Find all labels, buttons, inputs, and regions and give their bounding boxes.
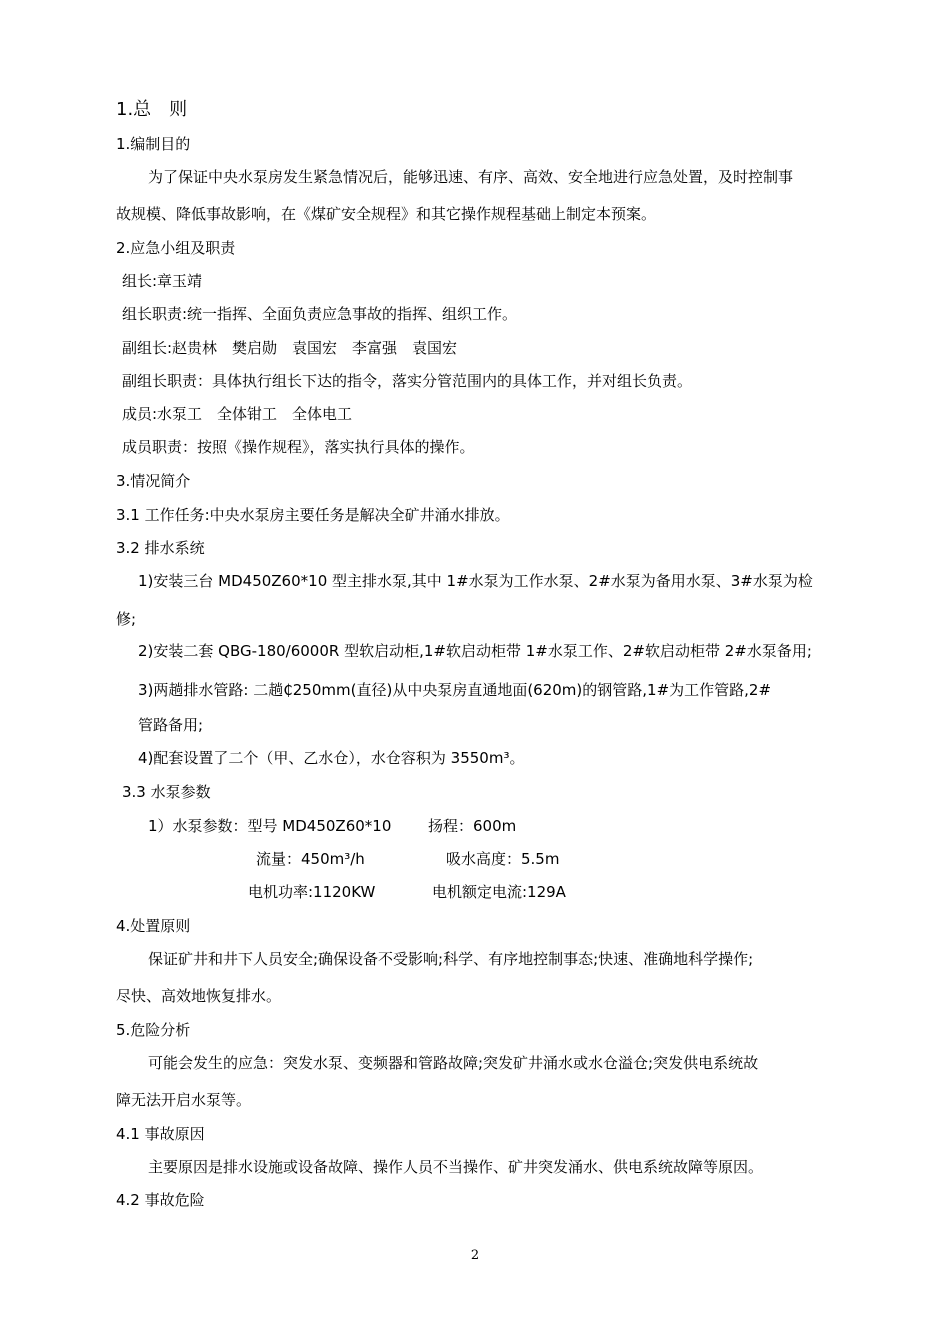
pump-suction: 吸水高度：5.5m bbox=[446, 850, 560, 868]
leader-line: 组长:章玉靖 bbox=[122, 272, 203, 290]
paragraph-line: 保证矿井和井下人员安全;确保设备不受影响;科学、有序地控制事态;快速、准确地科学操作; bbox=[148, 950, 754, 968]
paragraph-line: 主要原因是排水设施或设备故障、操作人员不当操作、矿井突发涌水、供电系统故障等原因。 bbox=[148, 1158, 764, 1176]
paragraph-line: 障无法开启水泵等。 bbox=[116, 1091, 252, 1109]
deputy-line: 副组长:赵贵林 樊启勋 袁国宏 李富强 袁国宏 bbox=[122, 339, 458, 357]
deputy-duty-line: 副组长职责：具体执行组长下达的指令，落实分管范围内的具体工作，并对组长负责。 bbox=[122, 372, 693, 390]
subsection-heading: 4.1 事故原因 bbox=[116, 1125, 205, 1143]
paragraph-line: 故规模、降低事故影响，在《煤矿安全规程》和其它操作规程基础上制定本预案。 bbox=[116, 205, 657, 223]
pump-power: 电机功率:1120KW bbox=[248, 883, 376, 901]
subsection-line: 3.1 工作任务:中央水泵房主要任务是解决全矿井涌水排放。 bbox=[116, 506, 510, 524]
section-heading: 3.情况简介 bbox=[116, 472, 191, 490]
members-line: 成员:水泵工 全体钳工 全体电工 bbox=[122, 405, 353, 423]
members-duty-line: 成员职责：按照《操作规程》，落实执行具体的操作。 bbox=[122, 438, 475, 456]
pump-current: 电机额定电流:129A bbox=[432, 883, 566, 901]
paragraph-line: 为了保证中央水泵房发生紧急情况后，能够迅速、有序、高效、安全地进行应急处置，及时控制事 bbox=[148, 168, 794, 186]
paragraph-line: 可能会发生的应急：突发水泵、变频器和管路故障;突发矿井涌水或水仓溢仓;突发供电系统故 bbox=[148, 1054, 759, 1072]
list-item-line: 修; bbox=[116, 610, 137, 628]
list-item-line: 1)安装三台 MD450Z60*10 型主排水泵,其中 1#水泵为工作水泵、2#水泵为备用水泵、3#水泵为检 bbox=[138, 572, 813, 590]
list-item-line: 4)配套设置了二个（甲、乙水仓），水仓容积为 3550m³。 bbox=[138, 749, 525, 767]
list-item-line: 2)安装二套 QBG-180/6000R 型软启动柜,1#软启动柜带 1#水泵工作、2#软启动柜带 2#水泵备用; bbox=[138, 642, 812, 660]
subsection-heading: 4.2 事故危险 bbox=[116, 1191, 205, 1209]
pump-flow: 流量：450m³/h bbox=[256, 850, 365, 868]
pump-head: 扬程：600m bbox=[428, 817, 517, 835]
subsection-heading: 3.2 排水系统 bbox=[116, 539, 205, 557]
list-item-line: 3)两趟排水管路: 二趟₵250mm(直径)从中央泵房直通地面(620m)的钢管路,1#为工作管路,2# bbox=[138, 681, 772, 699]
subsection-heading: 3.3 水泵参数 bbox=[122, 783, 211, 801]
document-title: 1.总 则 bbox=[116, 99, 188, 120]
section-heading: 2.应急小组及职责 bbox=[116, 239, 236, 257]
list-item-line: 管路备用; bbox=[138, 716, 204, 734]
section-heading: 5.危险分析 bbox=[116, 1021, 191, 1039]
leader-duty-line: 组长职责:统一指挥、全面负责应急事故的指挥、组织工作。 bbox=[122, 305, 518, 323]
pump-model: 1）水泵参数：型号 MD450Z60*10 bbox=[148, 817, 392, 835]
section-heading: 1.编制目的 bbox=[116, 135, 191, 153]
section-heading: 4.处置原则 bbox=[116, 917, 191, 935]
paragraph-line: 尽快、高效地恢复排水。 bbox=[116, 987, 282, 1005]
page-number: 2 bbox=[470, 1248, 480, 1263]
